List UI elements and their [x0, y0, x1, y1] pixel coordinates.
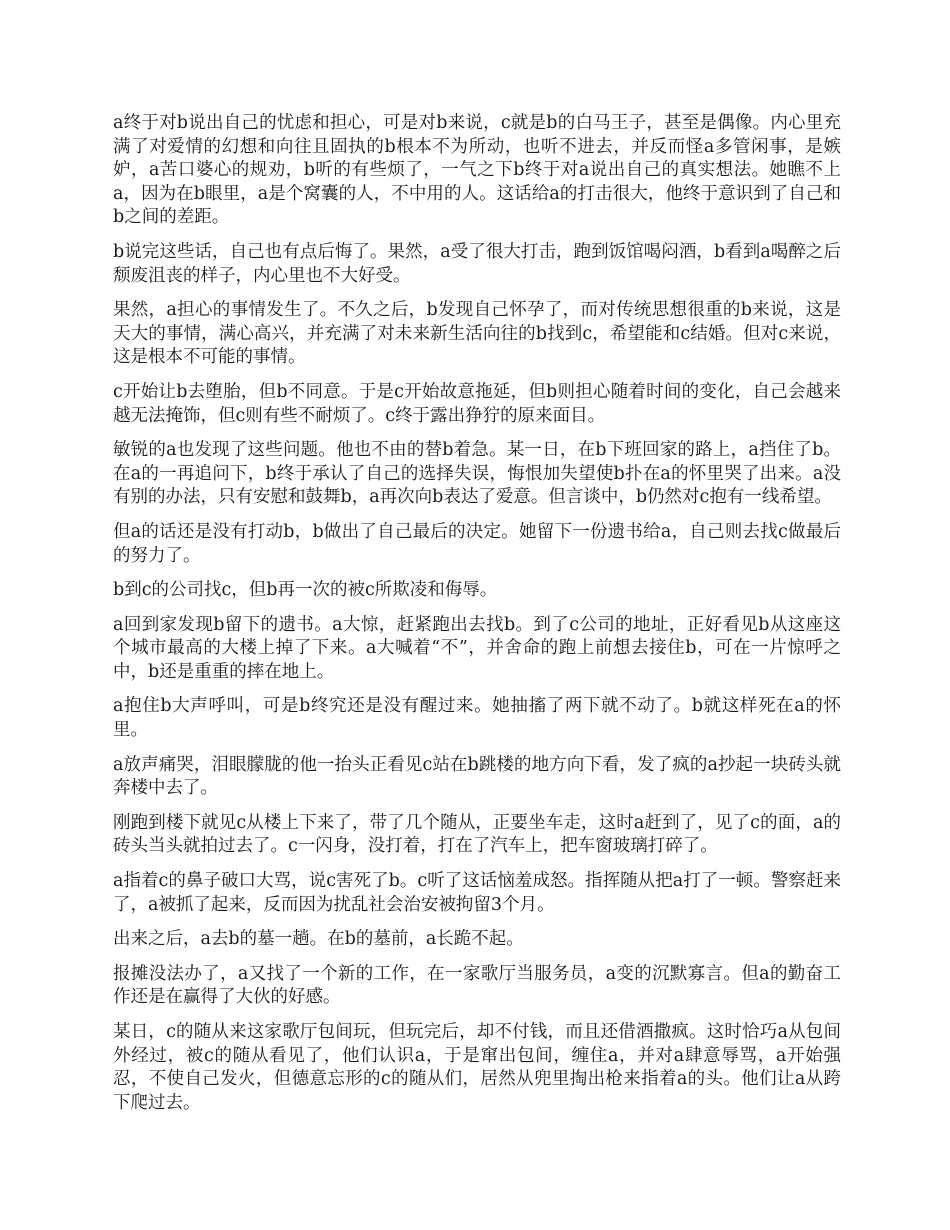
- paragraph: 某日，c的随从来这家歌厅包间玩，但玩完后，却不付钱，而且还借酒撒疯。这时恰巧a从包间外经过，被c的随从看见了，他们认识a，于是窜出包间，缠住a，并对a肆意辱骂，a开始强忍，不使自己发火，但德意忘形的c的随从们，居然从兜里掏出枪来指着a的头。他们让a从跨下爬过去。: [113, 1022, 841, 1113]
- paragraph: b到c的公司找c，但b再一次的被c所欺凌和侮辱。: [113, 580, 498, 601]
- paragraph: a指着c的鼻子破口大骂，说c害死了b。c听了这话恼羞成怒。指挥随从把a打了一顿。警察赶来了，a被抓了起来，反而因为扰乱社会治安被拘留3个月。: [113, 871, 841, 915]
- paragraph: 但a的话还是没有打动b，b做出了自己最后的决定。她留下一份遗书给a，自己则去找c做最后的努力了。: [113, 521, 841, 566]
- paragraph: 敏锐的a也发现了这些问题。他也不由的替b着急。某一日，在b下班回家的路上，a挡住了b。在a的一再追问下，b终于承认了自己的选择失误，悔恨加失望使b扑在a的怀里哭了出来。a没有别的办法，只有安慰和鼓舞b，a再次向b表达了爱意。但言谈中，b仍然对c抱有一线希望。: [113, 440, 841, 508]
- paragraph: 刚跑到楼下就见c从楼上下来了，带了几个随从，正要坐车走，这时a赶到了，见了c的面，a的砖头当头就拍过去了。c一闪身，没打着，打在了汽车上，把车窗玻璃打碎了。: [113, 812, 841, 857]
- paragraph: 果然，a担心的事情发生了。不久之后，b发现自己怀孕了，而对传统思想很重的b来说，这是天大的事情，满心高兴，并充满了对未来新生活向往的b找到c，希望能和c结婚。但对c来说，这是根本不可能的事情。: [113, 300, 841, 368]
- paragraph: c开始让b去堕胎，但b不同意。于是c开始故意拖延，但b则担心随着时间的变化，自己会越来越无法掩饰，但c则有些不耐烦了。c终于露出狰狞的原来面目。: [113, 381, 841, 426]
- paragraph: a抱住b大声呼叫，可是b终究还是没有醒过来。她抽搐了两下就不动了。b就这样死在a的怀里。: [113, 696, 841, 741]
- paragraph: 报摊没法办了，a又找了一个新的工作，在一家歌厅当服务员，a变的沉默寡言。但a的勤奋工作还是在赢得了大伙的好感。: [113, 963, 841, 1008]
- paragraph: a终于对b说出自己的忧虑和担心，可是对b来说，c就是b的白马王子，甚至是偶像。内心里充满了对爱情的幻想和向往且固执的b根本不为所动，也听不进去，并反而怪a多管闲事，是嫉妒，a苦口婆心的规劝，b听的有些烦了，一气之下b终于对a说出自己的真实想法。她瞧不上a，因为在b眼里，a是个窝囊的人，不中用的人。这话给a的打击很大，他终于意识到了自己和b之间的差距。: [113, 113, 841, 228]
- paragraph: b说完这些话，自己也有点后悔了。果然，a受了很大打击，跑到饭馆喝闷酒，b看到a喝醉之后颓废沮丧的样子，内心里也不大好受。: [113, 241, 841, 286]
- document-body: [113, 112, 841, 1126]
- paragraph: a放声痛哭，泪眼朦胧的他一抬头正看见c站在b跳楼的地方向下看，发了疯的a抄起一块砖头就奔楼中去了。: [113, 754, 841, 799]
- paragraph: 出来之后，a去b的墓一趟。在b的墓前，a长跪不起。: [113, 929, 524, 950]
- paragraph: a回到家发现b留下的遗书。a大惊，赶紧跑出去找b。到了c公司的地址，正好看见b从这座这个城市最高的大楼上掉了下来。a大喊着“不”，并舍命的跑上前想去接住b，可在一片惊呼之中，b还是重重的摔在地上。: [113, 614, 841, 682]
